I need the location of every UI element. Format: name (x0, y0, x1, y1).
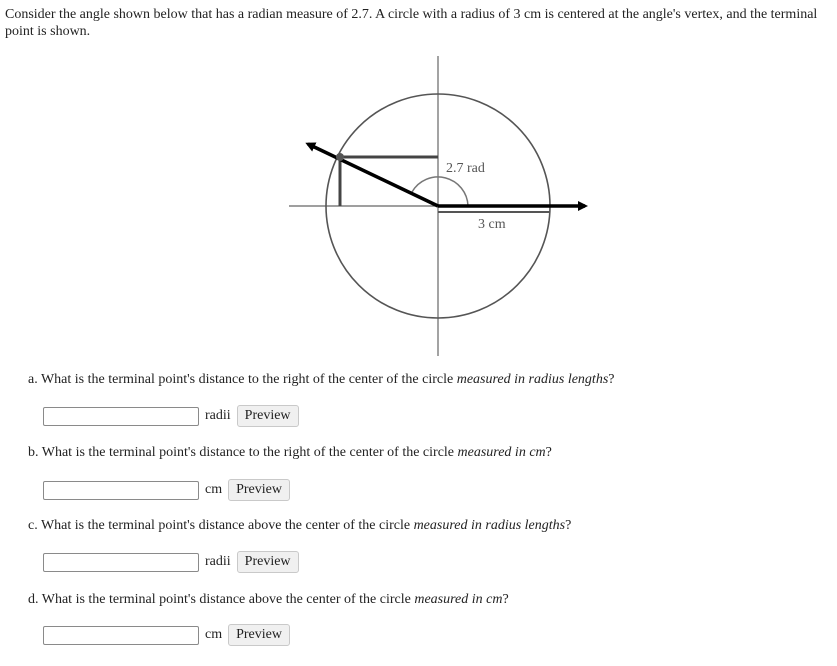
answer-input-d[interactable] (43, 626, 199, 645)
answer-row-a (43, 405, 299, 427)
question-a: a. What is the terminal point's distance to the right of the center of the circle measured in radius lengths? (28, 372, 615, 387)
preview-button-d[interactable]: Preview (228, 624, 290, 646)
terminal-side-arrow (308, 144, 438, 206)
unit-label-d: cm (205, 627, 223, 642)
radius-label: 3 cm (478, 217, 506, 232)
unit-label-a: radii (205, 408, 231, 423)
preview-button-c[interactable]: Preview (237, 551, 299, 573)
answer-input-c[interactable] (43, 553, 199, 572)
answer-row-d (43, 624, 290, 646)
answer-row-c (43, 551, 299, 573)
question-d: d. What is the terminal point's distance above the center of the circle measured in cm? (28, 592, 509, 607)
question-b: b. What is the terminal point's distance to the right of the center of the circle measured in cm? (28, 445, 552, 460)
unit-label-c: radii (205, 554, 231, 569)
answer-row-b (43, 479, 290, 501)
preview-button-a[interactable]: Preview (237, 405, 299, 427)
angle-diagram (270, 52, 600, 362)
angle-arc (412, 177, 468, 206)
answer-input-b[interactable] (43, 481, 199, 500)
answer-input-a[interactable] (43, 407, 199, 426)
terminal-point (336, 153, 344, 161)
angle-label: 2.7 rad (446, 161, 485, 176)
problem-statement: Consider the angle shown below that has a radian measure of 2.7. A circle with a radius of 3 cm is centered at the angle's vertex, and the terminal point is shown. (5, 7, 818, 39)
unit-label-b: cm (205, 482, 223, 497)
question-c: c. What is the terminal point's distance above the center of the circle measured in radius lengths? (28, 518, 572, 533)
preview-button-b[interactable]: Preview (228, 479, 290, 501)
